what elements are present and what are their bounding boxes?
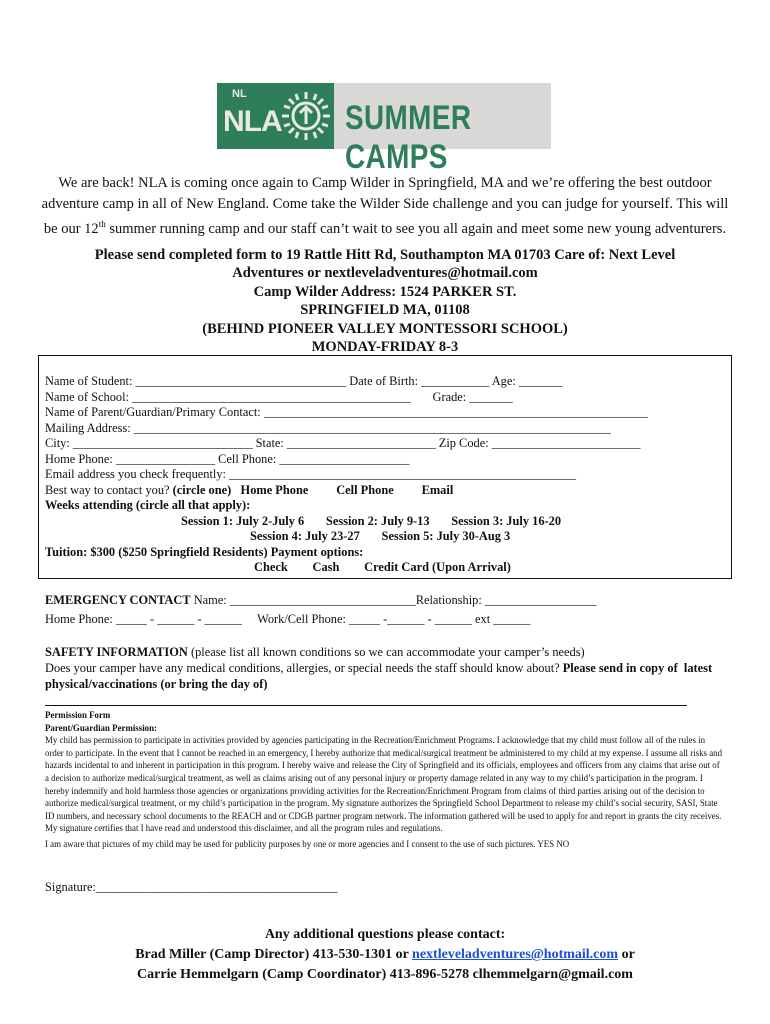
safety-line-2 xyxy=(45,661,712,676)
contact-line-1 xyxy=(40,945,730,965)
summer-camps-logo xyxy=(217,83,551,176)
permission-form xyxy=(45,709,725,851)
safety-question: Does your camper have any medical conditions, allergies, or special needs the staff should know about? xyxy=(45,661,563,675)
emergency-name-relationship[interactable]: Name: ______________________________Relationship: __________________ xyxy=(190,593,597,607)
safety-line-1 xyxy=(45,645,585,660)
send-line: MONDAY-FRIDAY 8-3 xyxy=(311,339,459,356)
contact-preference[interactable] xyxy=(45,483,453,498)
sessions-row-1[interactable]: Session 1: July 2-July 6 Session 2: July 9-13 Session 3: July 16-20 xyxy=(181,514,562,528)
safety-send-copy: Please send in copy of latest xyxy=(562,661,713,675)
send-instructions xyxy=(40,246,730,356)
send-line: Adventures or nextleveladventures@hotmail.com xyxy=(232,265,538,282)
intro-text-1: We are back! NLA is coming once again to Camp Wilder in Springfield, MA and we’re offering the best outdoor adventure camp in all of New England. Come take the Wilder Side challenge and you can judge for yourself. This will be our 12 xyxy=(41,175,729,237)
safety-label: SAFETY INFORMATION xyxy=(45,645,188,659)
intro-paragraph xyxy=(40,173,730,239)
signature-field[interactable]: Signature:_______________________________________ xyxy=(45,880,338,894)
permission-body: My child has permission to participate in activities provided by agencies participating in the Recreation/Enrichment Programs. I acknowledge that my child must follow all of the rules in order to participate. In the event that I cannot be reached in an emergency, I hereby authorize that medical/surgical treatment be administered to my child at my expense. I assume all risks and hazards incidental to and inherent in participation in this program. I hereby waive and release the City of Springfield and its officials, employees and officers from any claims that arise out of a decision to authorize medical/surgical treatment, as well as claims arising out of any personal injury or property damage related in any way to my child’s participation in the program. I hereby indemnify and hold harmless those agencies or organizations providing activities for the Recreation/Enrichment Program from claims of third parties arising out of the decision to authorize medical/surgical treatment, or my child’s participation in the program. My signature authorizes the Springfield School Department to release my child’s social security, SASI, State ID numbers, and necessary school documents to the REACH and or CDGB partner program network. The information gathered will be used to apply for and report in grants the city receives. My signature certifies that I have read and understood this disclaimer, and all the program rules and regulations. xyxy=(45,735,723,834)
city-state-zip-field[interactable]: City: _____________________________ State: ________________________ Zip Code: ________________________ xyxy=(45,436,641,450)
emergency-contact-line[interactable] xyxy=(45,593,596,608)
sessions-row-2[interactable]: Session 4: July 23-27 Session 5: July 30-Aug 3 xyxy=(250,529,511,543)
contact-line-2: Carrie Hemmelgarn (Camp Coordinator) 413-896-5278 clhemmelgarn@gmail.com xyxy=(137,967,633,982)
safety-instructions: (please list all known conditions so we can accommodate your camper’s needs) xyxy=(187,645,585,659)
email-field[interactable]: Email address you check frequently: ________________________________________________________ xyxy=(45,467,577,481)
send-line: SPRINGFIELD MA, 01108 xyxy=(300,302,470,319)
intro-text-2: summer running camp and our staff can’t wait to see you all again and meet some new young adventurers. xyxy=(105,220,727,237)
send-line: (BEHIND PIONEER VALLEY MONTESSORI SCHOOL) xyxy=(202,320,568,337)
student-name-field[interactable]: Name of Student: __________________________________ Date of Birth: ___________ Age: _______ xyxy=(45,374,563,388)
school-field[interactable]: Name of School: _____________________________________________ Grade: _______ xyxy=(45,390,513,404)
mailing-address-field[interactable]: Mailing Address: _____________________________________________________________________________ xyxy=(45,421,611,435)
contact-heading: Any additional questions please contact: xyxy=(264,927,506,942)
permission-subheading: Parent/Guardian Permission: xyxy=(45,722,158,733)
email-link[interactable]: nextleveladventures@hotmail.com xyxy=(412,947,619,962)
sun-arrow-icon xyxy=(280,90,332,142)
payment-options[interactable]: Check Cash Credit Card (Upon Arrival) xyxy=(254,560,511,574)
emergency-phone-line[interactable]: Home Phone: _____ - ______ - ______ Work/Cell Phone: _____ -______ - ______ ext ______ xyxy=(45,612,531,626)
safety-line-3: physical/vaccinations (or bring the day of) xyxy=(45,677,268,691)
director-contact: Brad Miller (Camp Director) 413-530-1301 or xyxy=(135,947,413,962)
tuition-line: Tuition: $300 ($250 Springfield Residents) Payment options: xyxy=(45,545,364,559)
logo-title: SUMMER CAMPS xyxy=(345,99,472,176)
logo-green-panel xyxy=(217,83,334,149)
permission-heading: Permission Form xyxy=(45,710,111,720)
safety-answer-line[interactable] xyxy=(45,705,687,706)
parent-field[interactable]: Name of Parent/Guardian/Primary Contact: ______________________________________________________________ xyxy=(45,405,648,419)
pictures-consent[interactable]: I am aware that pictures of my child may be used for publicity purposes by one or more agencies and I consent to the use of such pictures. YES NO xyxy=(45,838,570,849)
intro-superscript: th xyxy=(98,219,106,229)
send-line: Please send completed form to 19 Rattle Hitt Rd, Southampton MA 01703 Care of: Next Level xyxy=(94,247,676,263)
weeks-heading: Weeks attending (circle all that apply): xyxy=(45,498,251,512)
logo-nl-small: NL xyxy=(232,88,247,100)
contact-or: or xyxy=(618,947,635,962)
logo-nla-text: NLA xyxy=(223,105,282,138)
contact-block xyxy=(40,925,730,985)
phone-fields[interactable]: Home Phone: ________________ Cell Phone: _____________________ xyxy=(45,452,410,466)
emergency-contact-label: EMERGENCY CONTACT xyxy=(45,593,191,607)
send-line: Camp Wilder Address: 1524 PARKER ST. xyxy=(253,283,517,300)
contact-preference-options[interactable]: (circle one) Home Phone Cell Phone Email xyxy=(172,483,454,497)
contact-preference-label: Best way to contact you? xyxy=(45,483,173,497)
